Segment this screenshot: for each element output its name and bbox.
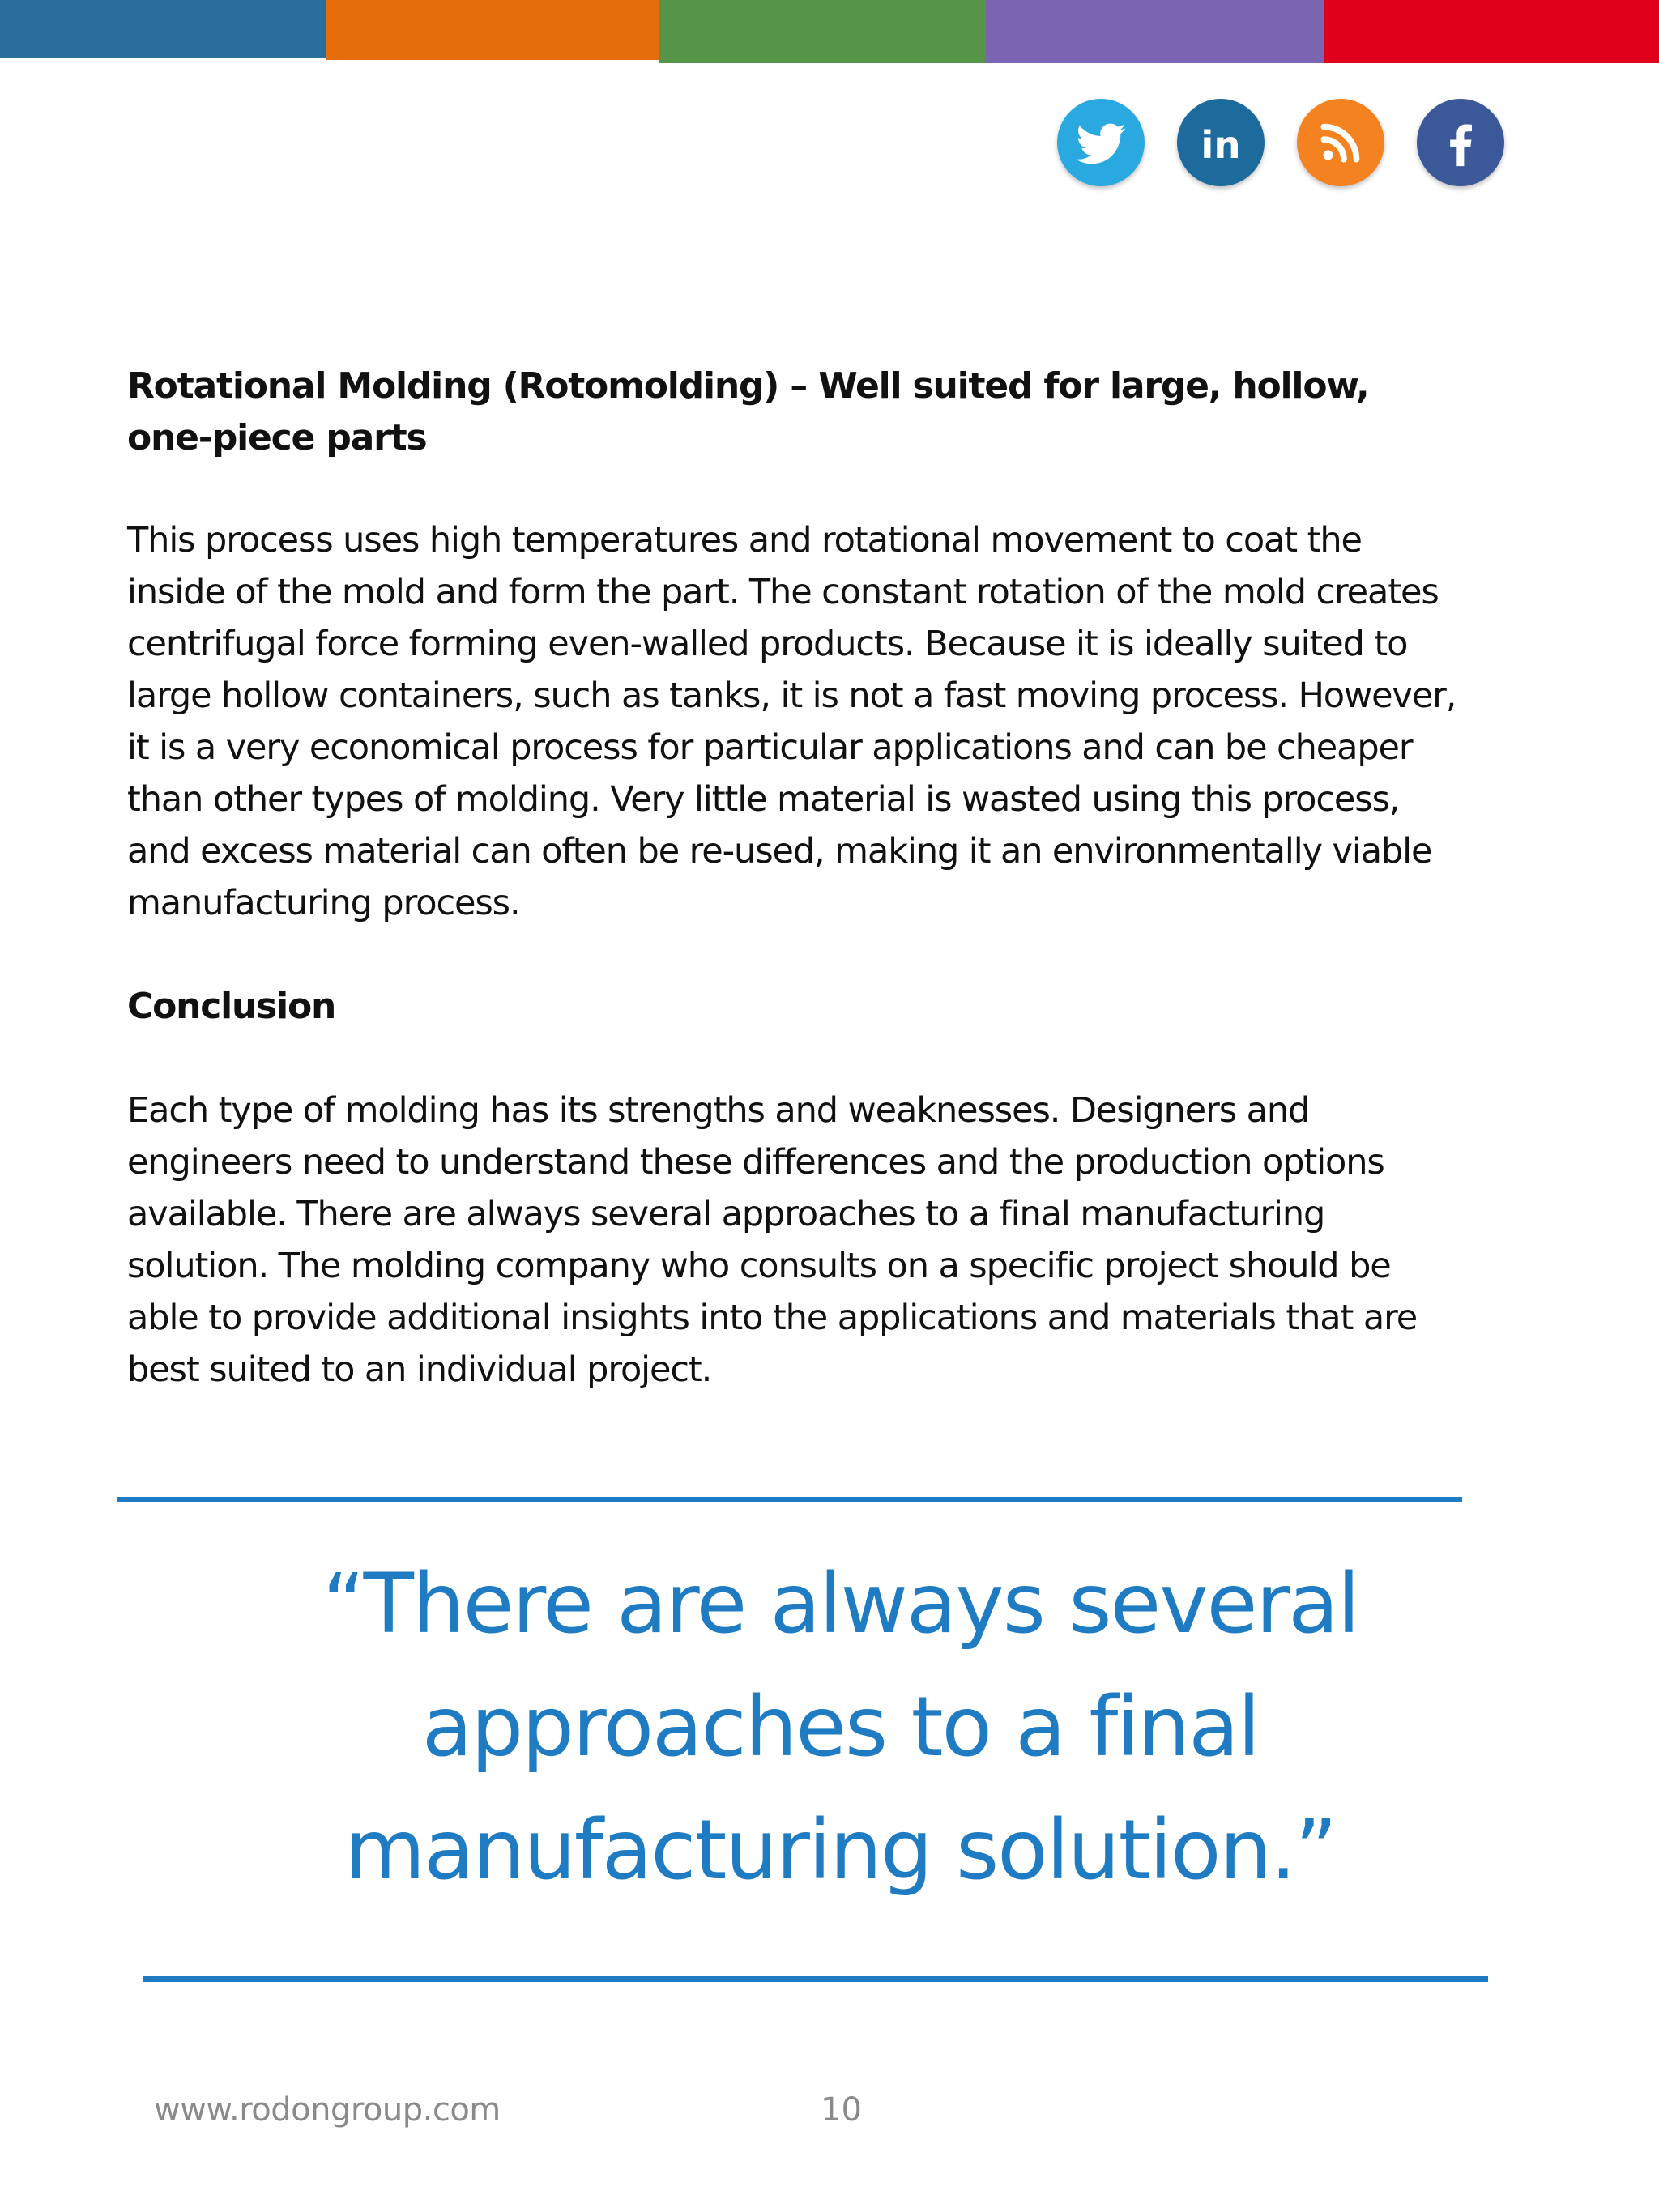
color-bar-green-segment — [659, 0, 986, 63]
color-bar-purple-segment — [986, 0, 1324, 63]
linkedin-icon[interactable] — [1177, 99, 1265, 186]
section-heading-rotomolding-line1: Rotational Molding (Rotomolding) – Well suited for large, hollow, — [127, 365, 1369, 407]
body-line: Each type of molding has its strengths and weaknesses. Designers and — [127, 1090, 1310, 1131]
color-bar-orange-segment — [326, 0, 659, 60]
quote-bottom-rule — [143, 1976, 1488, 1982]
pull-quote — [122, 1543, 1559, 1912]
body-line: best suited to an individual project. — [127, 1349, 712, 1390]
main-content — [127, 360, 1520, 1396]
color-bar-red-segment — [1324, 0, 1659, 63]
section-heading-rotomolding-line2: one-piece parts — [127, 417, 427, 458]
body-line: inside of the mold and form the part. The constant rotation of the mold creates — [127, 572, 1439, 612]
body-line: available. There are always several approaches to a final manufacturing — [127, 1194, 1325, 1234]
pull-quote-line: approaches to a final — [421, 1679, 1260, 1775]
pull-quote-line: “There are always several — [322, 1556, 1359, 1652]
body-line: than other types of molding. Very little material is wasted using this process, — [127, 779, 1400, 820]
body-line: manufacturing process. — [127, 883, 520, 923]
page-number: 10 — [821, 2091, 862, 2129]
footer-website-url: www.rodongroup.com — [154, 2091, 501, 2129]
color-bar-blue-segment — [0, 0, 326, 58]
section-heading-conclusion: Conclusion — [127, 986, 336, 1027]
body-line: centrifugal force forming even-walled products. Because it is ideally suited to — [127, 624, 1408, 664]
body-line: engineers need to understand these differences and the production options — [127, 1142, 1384, 1183]
body-line: and excess material can often be re-used, making it an environmentally viable — [127, 831, 1432, 872]
twitter-icon[interactable] — [1057, 99, 1145, 186]
facebook-icon[interactable] — [1417, 99, 1504, 186]
pull-quote-line: manufacturing solution.” — [344, 1802, 1337, 1899]
body-line: large hollow containers, such as tanks, it is not a fast moving process. However, — [127, 676, 1456, 716]
body-line: it is a very economical process for particular applications and can be cheaper — [127, 727, 1413, 768]
quote-top-rule — [117, 1497, 1462, 1502]
body-line: solution. The molding company who consults on a specific project should be — [127, 1246, 1391, 1286]
body-line: This process uses high temperatures and rotational movement to coat the — [127, 520, 1362, 560]
header-color-bar — [0, 0, 1659, 65]
social-icons — [1057, 99, 1511, 188]
svg-text:in: in — [1201, 123, 1241, 168]
rss-icon[interactable] — [1297, 99, 1384, 186]
body-line: able to provide additional insights into the applications and materials that are — [127, 1298, 1418, 1338]
